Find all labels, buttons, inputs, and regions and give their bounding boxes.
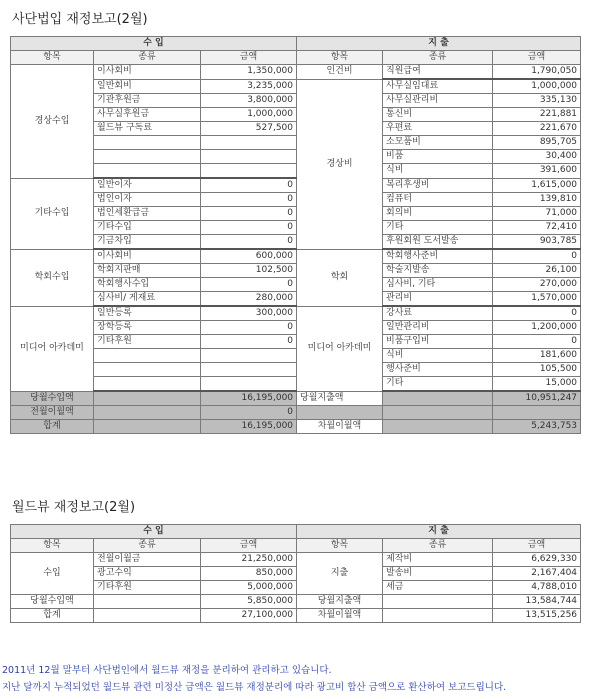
expense-item-name: 기타 (383, 221, 493, 235)
income-item-name: 심사비/ 게재료 (94, 292, 201, 307)
income-item-amount: 0 (201, 221, 297, 235)
table-row (11, 136, 581, 150)
income-item-amount: 527,500 (201, 122, 297, 136)
table-row (11, 581, 581, 595)
income-col-amount: 금액 (201, 51, 297, 65)
column-header-row (11, 51, 581, 65)
income-category: 학회수입 (11, 249, 94, 306)
income-item-name: 이사회비 (94, 249, 201, 264)
expense-item-amount: 15,000 (493, 377, 581, 392)
table-row (11, 363, 581, 377)
expense-item-amount: 0 (493, 249, 581, 264)
expense-item-amount: 30,400 (493, 150, 581, 164)
income-item-amount: 3,800,000 (201, 94, 297, 108)
expense-item-name: 통신비 (383, 108, 493, 122)
expense-item-amount: 0 (493, 306, 581, 321)
income-item-amount (201, 377, 297, 392)
table-row (11, 79, 581, 94)
expense-total-label: 당월지출액 (297, 595, 383, 609)
expense-item-name: 기타 (383, 377, 493, 392)
income-item-name: 사무실후원금 (94, 108, 201, 122)
table-row (11, 292, 581, 307)
income-item-amount: 0 (201, 235, 297, 250)
income-item-name: 기타수입 (94, 221, 201, 235)
table-row (11, 193, 581, 207)
income-item-amount (201, 349, 297, 363)
expense-category: 경상비 (297, 79, 383, 249)
expense-item-name: 심사비, 기타 (383, 278, 493, 292)
income-item-name (94, 150, 201, 164)
income-item-amount: 280,000 (201, 292, 297, 307)
income-item-name: 기관후원금 (94, 94, 201, 108)
expense-col-item: 항목 (297, 51, 383, 65)
sum-label: 합계 (11, 420, 94, 434)
expense-total-blank (383, 391, 493, 406)
income-item-amount: 850,000 (201, 567, 297, 581)
table-row (11, 221, 581, 235)
expense-item-amount: 221,670 (493, 122, 581, 136)
expense-item-name: 직원급여 (383, 65, 493, 80)
sum-row (11, 420, 581, 434)
income-item-name: 광고수익 (94, 567, 201, 581)
income-item-amount: 1,000,000 (201, 108, 297, 122)
income-item-amount: 0 (201, 178, 297, 193)
expense-item-name: 세금 (383, 581, 493, 595)
income-section-label: 수 입 (11, 525, 297, 539)
expense-total-blank (383, 595, 493, 609)
income-item-amount: 1,350,000 (201, 65, 297, 80)
expense-item-amount: 221,881 (493, 108, 581, 122)
income-item-amount: 102,500 (201, 264, 297, 278)
carry-in-filler (383, 406, 493, 420)
expense-item-name: 학술지발송 (383, 264, 493, 278)
expense-item-amount: 903,785 (493, 235, 581, 250)
table-row (11, 264, 581, 278)
expense-category: 학회 (297, 249, 383, 306)
income-category: 기타수입 (11, 178, 94, 249)
table-row (11, 321, 581, 335)
income-item-amount: 5,000,000 (201, 581, 297, 595)
income-item-name (94, 164, 201, 179)
income-item-name: 일반회비 (94, 79, 201, 94)
note-line-1: 2011년 12월 말부터 사단법인에서 월드뷰 재정을 분리하여 관리하고 있습니다. (2, 665, 332, 676)
table-row (11, 207, 581, 221)
expense-col-kind: 종류 (383, 51, 493, 65)
carry-in-filler (297, 406, 383, 420)
income-item-amount (201, 363, 297, 377)
expense-item-amount: 4,788,010 (493, 581, 581, 595)
totals-row (11, 391, 581, 406)
expense-item-name: 행사준비 (383, 363, 493, 377)
income-item-name (94, 349, 201, 363)
table-row (11, 553, 581, 567)
section-header-row (11, 37, 581, 51)
income-item-amount (201, 150, 297, 164)
income-item-amount: 600,000 (201, 249, 297, 264)
expense-item-name: 우편료 (383, 122, 493, 136)
expense-item-amount: 1,000,000 (493, 79, 581, 94)
carry-in-filler (493, 406, 581, 420)
expense-item-amount: 895,705 (493, 136, 581, 150)
expense-total-amount: 13,584,744 (493, 595, 581, 609)
expense-item-name: 소모품비 (383, 136, 493, 150)
expense-item-name: 회의비 (383, 207, 493, 221)
income-total-label: 당월수입액 (11, 391, 94, 406)
expense-item-amount: 2,167,404 (493, 567, 581, 581)
expense-item-name: 후원회원 도서발송 (383, 235, 493, 250)
expense-item-amount: 6,629,330 (493, 553, 581, 567)
income-total-amount: 16,195,000 (201, 391, 297, 406)
carry-in-amount: 0 (201, 406, 297, 420)
income-item-amount: 0 (201, 278, 297, 292)
expense-item-name: 일반관리비 (383, 321, 493, 335)
table-row (11, 94, 581, 108)
income-item-name: 전월이월금 (94, 553, 201, 567)
expense-total-amount: 10,951,247 (493, 391, 581, 406)
expense-item-name: 관리비 (383, 292, 493, 307)
income-category: 수입 (11, 553, 94, 595)
carry-out-blank (383, 420, 493, 434)
carry-in-label: 전월이월액 (11, 406, 94, 420)
income-total-blank (94, 391, 201, 406)
report1-title: 사단법입 재정보고(2월) (12, 12, 148, 27)
expense-item-name: 식비 (383, 164, 493, 179)
income-col-amount: 금액 (201, 539, 297, 553)
carry-in-row (11, 406, 581, 420)
table-row (11, 122, 581, 136)
expense-item-amount: 1,790,050 (493, 65, 581, 80)
table-row (11, 235, 581, 250)
carry-in-blank (94, 406, 201, 420)
expense-item-name: 발송비 (383, 567, 493, 581)
income-item-name: 법인세환급금 (94, 207, 201, 221)
income-item-name: 월드뷰 구독료 (94, 122, 201, 136)
sum-amount: 27,100,000 (201, 609, 297, 623)
income-item-amount: 0 (201, 321, 297, 335)
expense-item-name: 비품구입비 (383, 335, 493, 349)
table-row (11, 306, 581, 321)
expense-col-kind: 종류 (383, 539, 493, 553)
report1-table (10, 36, 581, 434)
income-item-amount (201, 164, 297, 179)
expense-item-amount: 139,810 (493, 193, 581, 207)
sum-amount: 16,195,000 (201, 420, 297, 434)
income-item-name (94, 363, 201, 377)
expense-item-name: 사무실임대료 (383, 79, 493, 94)
income-item-name: 기타후원 (94, 581, 201, 595)
income-col-kind: 종류 (94, 539, 201, 553)
expense-item-name: 컴퓨터 (383, 193, 493, 207)
income-col-item: 항목 (11, 51, 94, 65)
expense-item-name: 강사료 (383, 306, 493, 321)
income-col-kind: 종류 (94, 51, 201, 65)
expense-item-amount: 335,130 (493, 94, 581, 108)
expense-item-amount: 72,410 (493, 221, 581, 235)
expense-item-amount: 1,200,000 (493, 321, 581, 335)
income-item-amount: 0 (201, 335, 297, 349)
income-item-name: 기금차입 (94, 235, 201, 250)
income-item-name: 이사회비 (94, 65, 201, 80)
table-row (11, 335, 581, 349)
table-row (11, 377, 581, 392)
expense-item-amount: 26,100 (493, 264, 581, 278)
income-total-amount: 5,850,000 (201, 595, 297, 609)
expense-item-name: 비품 (383, 150, 493, 164)
table-row (11, 150, 581, 164)
income-item-name: 기타후원 (94, 335, 201, 349)
carry-out-label: 차월이월액 (297, 609, 383, 623)
expense-col-item: 항목 (297, 539, 383, 553)
report2-table (10, 524, 581, 623)
table-row (11, 349, 581, 363)
sum-blank (94, 609, 201, 623)
carry-out-amount: 13,515,256 (493, 609, 581, 623)
sum-row (11, 609, 581, 623)
carry-out-label: 차월이월액 (297, 420, 383, 434)
income-category: 경상수입 (11, 65, 94, 179)
expense-total-label: 당월지출액 (297, 391, 383, 406)
totals-row (11, 595, 581, 609)
income-item-amount: 300,000 (201, 306, 297, 321)
income-item-amount: 0 (201, 207, 297, 221)
expense-col-amount: 금액 (493, 539, 581, 553)
table-row (11, 178, 581, 193)
income-item-name: 법인이자 (94, 193, 201, 207)
expense-category: 인건비 (297, 65, 383, 80)
expense-category: 지출 (297, 553, 383, 595)
income-item-name (94, 377, 201, 392)
table-row (11, 249, 581, 264)
expense-section-label: 지 출 (297, 37, 581, 51)
expense-item-name: 학회행사준비 (383, 249, 493, 264)
expense-item-name: 사무실관리비 (383, 94, 493, 108)
note-line-2: 지난 달까지 누적되었던 월드뷰 관련 미정산 금액은 월드뷰 재정분리에 따라 광고비 합산 금액으로 환산하여 보고드립니다. (2, 682, 507, 693)
expense-item-name: 복리후생비 (383, 178, 493, 193)
income-item-name: 장학등록 (94, 321, 201, 335)
expense-item-name: 제작비 (383, 553, 493, 567)
expense-section-label: 지 출 (297, 525, 581, 539)
sum-label: 합계 (11, 609, 94, 623)
column-header-row (11, 539, 581, 553)
expense-item-amount: 391,600 (493, 164, 581, 179)
table-row (11, 65, 581, 80)
income-item-amount: 3,235,000 (201, 79, 297, 94)
expense-item-amount: 1,570,000 (493, 292, 581, 307)
income-item-name (94, 136, 201, 150)
expense-item-amount: 1,615,000 (493, 178, 581, 193)
table-row (11, 278, 581, 292)
income-item-amount (201, 136, 297, 150)
table-row (11, 164, 581, 179)
income-item-amount: 21,250,000 (201, 553, 297, 567)
income-col-item: 항목 (11, 539, 94, 553)
table-row (11, 108, 581, 122)
expense-item-name: 식비 (383, 349, 493, 363)
table-row (11, 567, 581, 581)
expense-item-amount: 181,600 (493, 349, 581, 363)
expense-col-amount: 금액 (493, 51, 581, 65)
sum-blank (94, 420, 201, 434)
income-item-name: 일반등록 (94, 306, 201, 321)
expense-item-amount: 0 (493, 335, 581, 349)
carry-out-amount: 5,243,753 (493, 420, 581, 434)
expense-category: 미디어 아카데미 (297, 306, 383, 391)
income-total-label: 당월수입액 (11, 595, 94, 609)
income-total-blank (94, 595, 201, 609)
income-category: 미디어 아카데미 (11, 306, 94, 391)
expense-item-amount: 270,000 (493, 278, 581, 292)
income-section-label: 수 입 (11, 37, 297, 51)
section-header-row (11, 525, 581, 539)
report2-title: 월드뷰 재정보고(2월) (12, 500, 136, 515)
income-item-name: 학회행사수입 (94, 278, 201, 292)
expense-item-amount: 105,500 (493, 363, 581, 377)
expense-item-amount: 71,000 (493, 207, 581, 221)
income-item-amount: 0 (201, 193, 297, 207)
income-item-name: 일반이자 (94, 178, 201, 193)
carry-out-blank (383, 609, 493, 623)
income-item-name: 학회지판매 (94, 264, 201, 278)
